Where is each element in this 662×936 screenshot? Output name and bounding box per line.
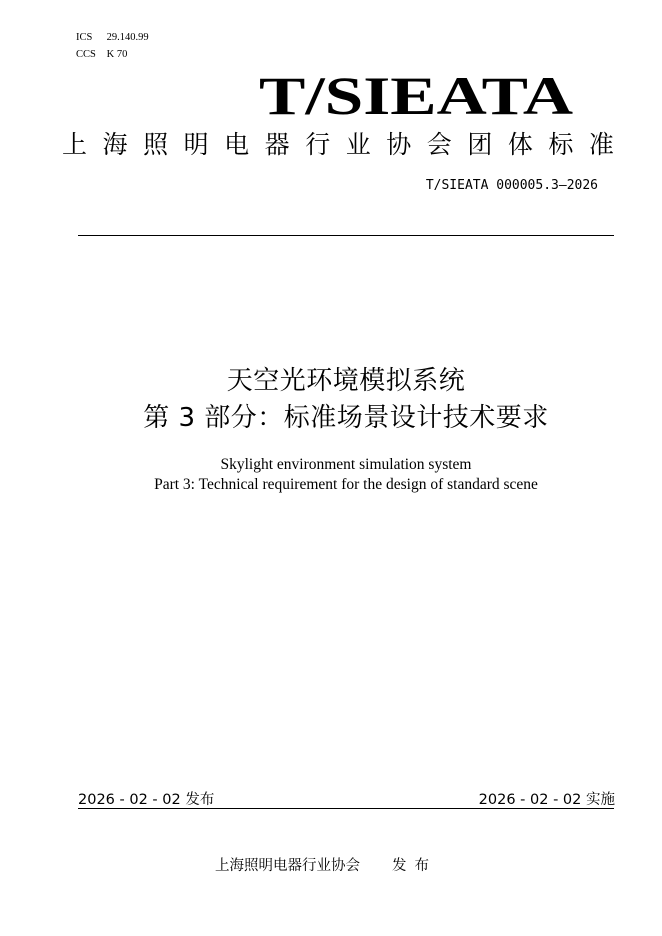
- org-standard-title: [62, 125, 614, 161]
- publisher-suffix: 发布: [392, 858, 437, 874]
- org-title-char: 照: [143, 130, 169, 159]
- org-title-char: 协: [386, 130, 412, 159]
- top-divider: [78, 235, 614, 236]
- org-title-char: 业: [345, 130, 371, 159]
- org-title-char: 明: [183, 130, 209, 159]
- publisher: [0, 854, 662, 875]
- logo-text: T/SIEATA: [259, 66, 573, 126]
- ccs-code: [76, 49, 127, 60]
- chinese-title-line-1: 天空光环境模拟系统: [226, 366, 466, 396]
- org-title-char: 海: [102, 130, 128, 159]
- english-title-line-1: Skylight environment simulation system: [220, 456, 472, 473]
- ics-value: 29.140.99: [106, 32, 149, 43]
- org-title-char: 体: [507, 130, 533, 159]
- org-title-char: 准: [588, 130, 614, 159]
- english-title-line-2: Part 3: Technical requirement for the design of standard scene: [154, 476, 538, 493]
- standard-number: T/SIEATA 000005.3—2026: [425, 178, 598, 193]
- org-title-char: 器: [264, 130, 290, 159]
- ics-code: [76, 32, 149, 43]
- org-title-char: 会: [426, 130, 452, 159]
- publisher-name: 上海照明电器行业协会: [215, 858, 360, 874]
- org-title-char: 上: [62, 130, 88, 159]
- org-title-char: 标: [548, 130, 574, 159]
- ics-label: ICS: [76, 32, 93, 43]
- org-title-char: 团: [467, 130, 493, 159]
- chinese-title-line-2: 第 3 部分：标准场景设计技术要求: [143, 403, 549, 433]
- tsieata-logo: [256, 62, 576, 128]
- org-title-char: 行: [305, 130, 331, 159]
- ccs-value: K 70: [106, 49, 128, 60]
- org-title-char: 电: [224, 130, 250, 159]
- ccs-label: CCS: [76, 49, 96, 60]
- bottom-divider: [78, 808, 614, 809]
- implementation-date: 2026 - 02 - 02 实施: [478, 792, 615, 808]
- issue-date: 2026 - 02 - 02 发布: [78, 792, 215, 808]
